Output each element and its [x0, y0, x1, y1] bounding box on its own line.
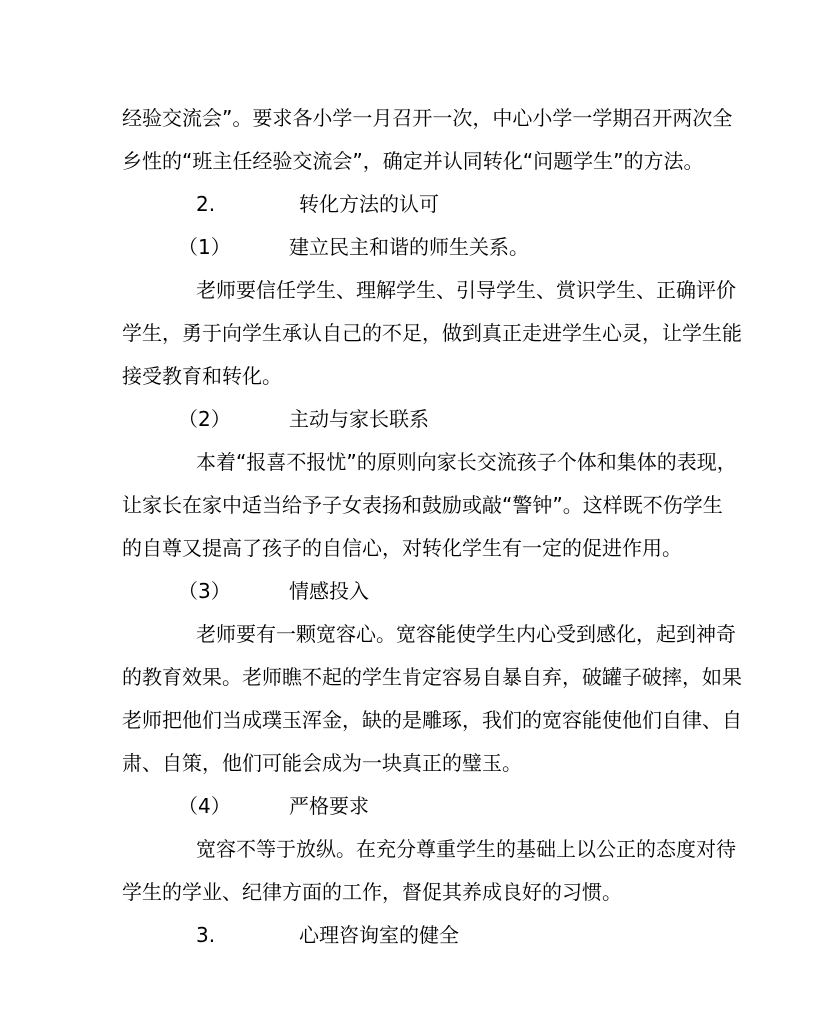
item-title: 情感投入: [289, 579, 369, 603]
paragraph-line: 肃、自策，他们可能会成为一块真正的璧玉。: [122, 751, 522, 775]
paragraph-line: 本着“报喜不报忧”的原则向家长交流孩子个体和集体的表现，: [196, 450, 737, 474]
section-number: 2.: [196, 192, 216, 216]
item-number: （3）: [178, 579, 231, 603]
item-title: 主动与家长联系: [289, 407, 429, 431]
item-title: 建立民主和谐的师生关系。: [289, 235, 529, 259]
paragraph-line: 老师要有一颗宽容心。宽容能使学生内心受到感化，起到神奇: [196, 622, 736, 646]
item-title: 严格要求: [289, 794, 369, 818]
paragraph-line: 乡性的“班主任经验交流会”，确定并认同转化“问题学生”的方法。: [122, 149, 704, 173]
paragraph-line: 宽容不等于放纵。在充分尊重学生的基础上以公正的态度对待: [196, 837, 736, 861]
paragraph-line: 接受教育和转化。: [122, 364, 282, 388]
item-number: （2）: [178, 407, 231, 431]
section-title: 心理咨询室的健全: [299, 923, 459, 947]
paragraph-line: 让家长在家中适当给予子女表扬和鼓励或敲“警钟”。这样既不伤学生: [122, 493, 723, 517]
item-number: （4）: [178, 794, 231, 818]
section-title: 转化方法的认可: [299, 192, 439, 216]
paragraph-line: 老师把他们当成璞玉浑金，缺的是雕琢，我们的宽容能使他们自律、自: [122, 708, 742, 732]
paragraph-line: 经验交流会”。要求各小学一月召开一次，中心小学一学期召开两次全: [122, 106, 733, 130]
paragraph-line: 的自尊又提高了孩子的自信心，对转化学生有一定的促进作用。: [122, 536, 682, 560]
paragraph-line: 老师要信任学生、理解学生、引导学生、赏识学生、正确评价: [196, 278, 736, 302]
section-number: 3.: [196, 923, 216, 947]
item-number: （1）: [178, 235, 231, 259]
paragraph-line: 学生，勇于向学生承认自己的不足，做到真正走进学生心灵，让学生能: [122, 321, 742, 345]
paragraph-line: 学生的学业、纪律方面的工作，督促其养成良好的习惯。: [122, 880, 622, 904]
paragraph-line: 的教育效果。老师瞧不起的学生肯定容易自暴自弃，破罐子破摔，如果: [122, 665, 742, 689]
